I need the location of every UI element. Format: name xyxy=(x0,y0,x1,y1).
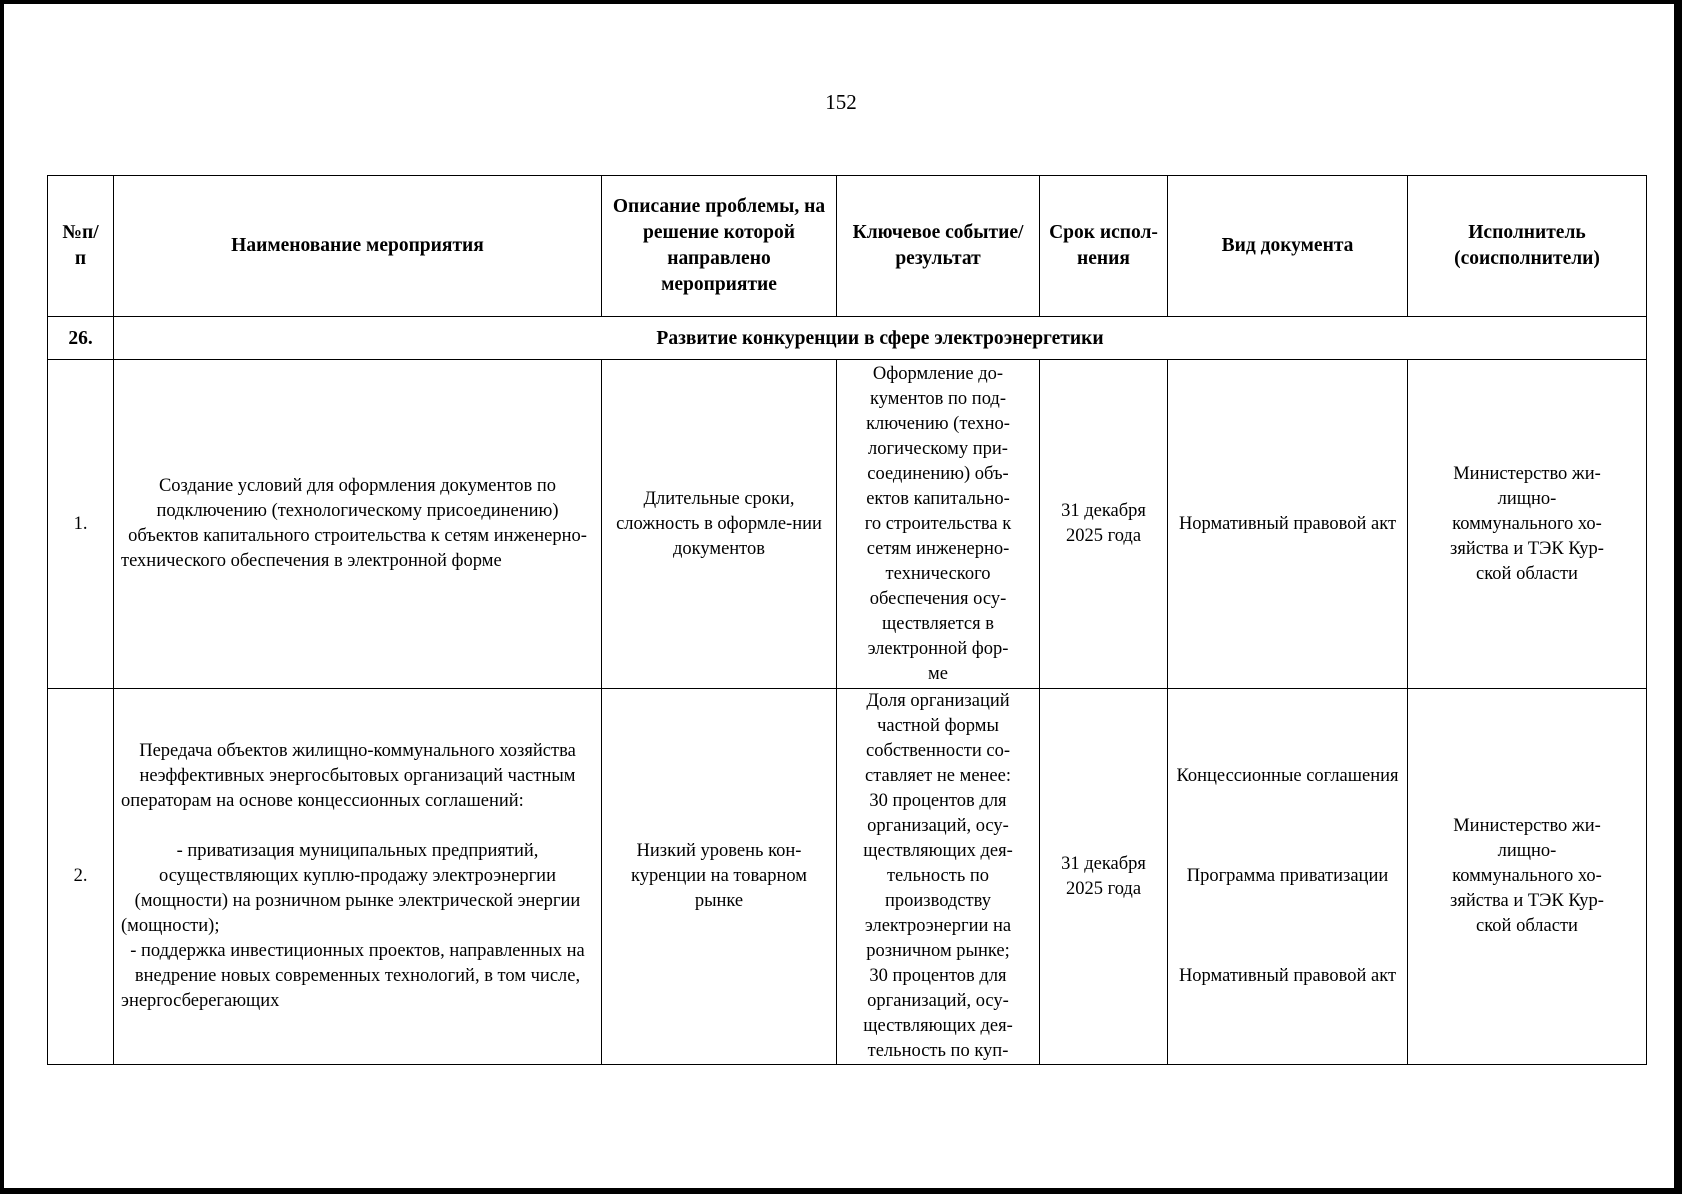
deadline-cell: 31 декабря 2025 года xyxy=(1040,689,1168,1065)
activity-item: - приватизация муниципальных предприятий, осуществляющих куплю-продажу электроэнергии (мощности) на розничном рынке электрической энергии (мощности); xyxy=(121,841,581,936)
header-problem: Описание проблемы, на решение которой направлено мероприятие xyxy=(602,176,837,317)
action-plan-table xyxy=(47,175,1647,1065)
header-executor: Исполнитель (соисполнители) xyxy=(1408,176,1647,317)
page-number: 152 xyxy=(825,90,857,114)
header-activity: Наименование мероприятия xyxy=(114,176,602,317)
problem-cell: Низкий уровень кон- куренции на товарном рынке xyxy=(602,689,837,1065)
header-result: Ключевое событие/ результат xyxy=(837,176,1040,317)
problem-cell: Длительные сроки, сложность в оформле-нии документов xyxy=(602,360,837,689)
document-item: Концессионные соглашения xyxy=(1176,766,1399,786)
activity-cell xyxy=(114,689,602,1065)
activity-item: - поддержка инвестиционных проектов, направленных на внедрение новых современных технологий, в том числе, энергосберегающих xyxy=(121,941,585,1011)
header-number: №п/ п xyxy=(48,176,114,317)
document-cell: Нормативный правовой акт xyxy=(1168,360,1408,689)
row-number: 1. xyxy=(48,360,114,689)
section-number: 26. xyxy=(48,317,114,360)
header-document: Вид документа xyxy=(1168,176,1408,317)
table-row xyxy=(48,689,1647,1065)
table-row xyxy=(48,360,1647,689)
document-cell xyxy=(1168,689,1408,1065)
header-deadline: Срок испол-нения xyxy=(1040,176,1168,317)
activity-cell: Создание условий для оформления документов по подключению (технологическому присоединению) объектов капитального строительства к сетям инженерно-технического обеспечения в электронной форме xyxy=(114,360,602,689)
deadline-cell: 31 декабря 2025 года xyxy=(1040,360,1168,689)
document-item: Программа приватизации xyxy=(1186,866,1389,886)
executor-cell: Министерство жи- лищно- коммунального хо- зяйства и ТЭК Кур- ской области xyxy=(1408,360,1647,689)
executor-cell: Министерство жи- лищно- коммунального хо- зяйства и ТЭК Кур- ской области xyxy=(1408,689,1647,1065)
section-row xyxy=(48,317,1647,360)
table-header-row xyxy=(48,176,1647,317)
result-cell: Доля организаций частной формы собственности со- ставляет не менее: 30 процентов для организаций, осу- ществляющих дея- тельность по производству электроэнергии на розничном рынке; 30 процентов для организаций, осу- ществляющих дея- тельность по куп- xyxy=(837,689,1040,1065)
section-title: Развитие конкуренции в сфере электроэнергетики xyxy=(114,317,1647,360)
result-cell: Оформление до- кументов по под- ключению (техно- логическому при- соединению) объ- ектов капитально- го строительства к сетям инженерно- технического обеспечения осу- ществляется в электронной фор- ме xyxy=(837,360,1040,689)
activity-intro: Передача объектов жилищно-коммунального хозяйства неэффективных энергосбытовых организаций частным операторам на основе концессионных соглашений: xyxy=(121,741,576,811)
row-number: 2. xyxy=(48,689,114,1065)
document-item: Нормативный правовой акт xyxy=(1178,966,1397,986)
